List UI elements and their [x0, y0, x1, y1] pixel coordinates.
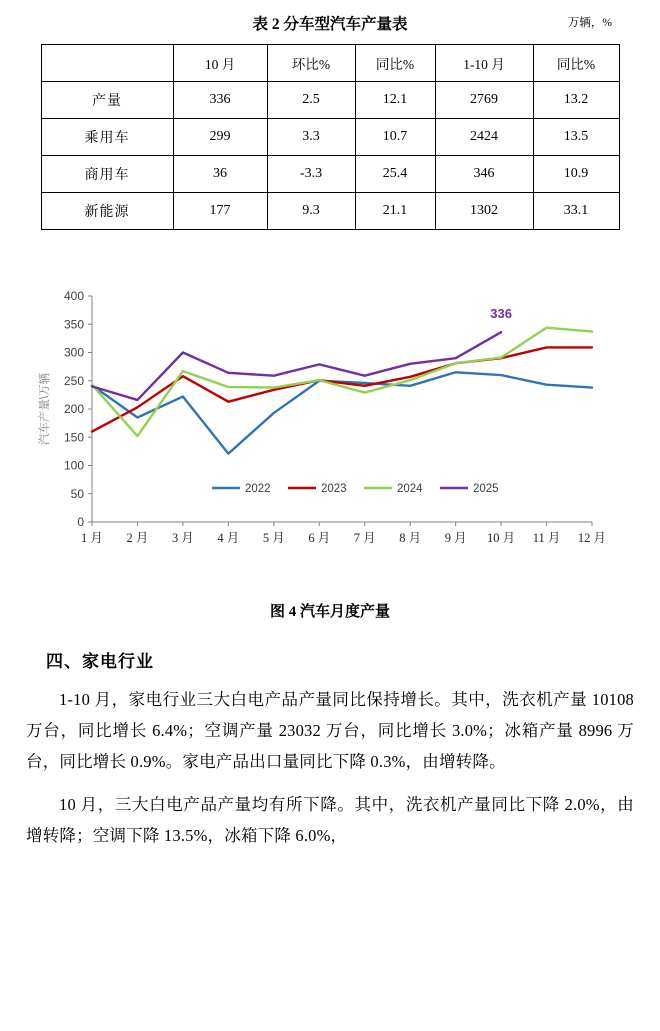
- table-cell: 9.3: [267, 193, 355, 230]
- x-tick-label: 7 月: [353, 531, 376, 545]
- chart-canvas: [0, 282, 660, 562]
- monthly-vehicle-output-chart: [0, 282, 660, 582]
- table-cell: 2424: [435, 119, 533, 156]
- x-tick-label: 6 月: [308, 531, 331, 545]
- legend-label-2022: 2022: [245, 483, 271, 495]
- data-label-annotation: 336: [490, 306, 512, 322]
- table-cell: 10.7: [355, 119, 435, 156]
- x-tick-label: 11 月: [532, 531, 561, 545]
- x-tick-label: 4 月: [217, 531, 240, 545]
- x-tick-label: 8 月: [399, 531, 422, 545]
- paragraph: 1-10 月，家电行业三大白电产品产量同比保持增长。其中，洗衣机产量 10108 万台，同比增长 6.4%；空调产量 23032 万台，同比增长 3.0%；冰箱产量 8996 万台，同比增长 0.9%。家电产品出口量同比下降 0.3%，由增转降。: [26, 690, 634, 771]
- y-tick-label: 0: [77, 515, 84, 529]
- x-tick-label: 10 月: [487, 531, 516, 545]
- table-cell: 10.9: [533, 156, 619, 193]
- table-cell: 1302: [435, 193, 533, 230]
- table-row: [41, 193, 619, 230]
- table-unit-label: 万辆，%: [567, 17, 612, 29]
- series-line-2025: [92, 332, 501, 400]
- x-tick-label: 2 月: [126, 531, 149, 545]
- section-title: 四、家电行业: [46, 652, 154, 671]
- x-tick-label: 9 月: [444, 531, 467, 545]
- table-header-cell: 10 月: [173, 45, 267, 82]
- table-row-label: 乘用车: [41, 119, 173, 156]
- y-tick-label: 150: [63, 430, 84, 445]
- table-cell: 2769: [435, 82, 533, 119]
- vehicle-output-table: [41, 44, 620, 230]
- table-cell: 12.1: [355, 82, 435, 119]
- y-tick-label: 300: [63, 345, 84, 360]
- y-tick-label: 100: [63, 458, 84, 473]
- table-row-label: 产量: [41, 82, 173, 119]
- table-cell: 25.4: [355, 156, 435, 193]
- table-header-cell: 同比%: [355, 45, 435, 82]
- table-cell: 299: [173, 119, 267, 156]
- paragraph: 10 月，三大白电产品产量均有所下降。其中，洗衣机产量同比下降 2.0%，由增转降；空调下降 13.5%，冰箱下降 6.0%，: [26, 795, 634, 845]
- x-tick-label: 3 月: [171, 531, 194, 545]
- y-tick-label: 250: [63, 373, 84, 388]
- x-tick-label: 5 月: [262, 531, 285, 545]
- table-cell: 33.1: [533, 193, 619, 230]
- y-tick-label: 200: [63, 402, 84, 416]
- table-cell: 21.1: [355, 193, 435, 230]
- table-cell: 3.3: [267, 119, 355, 156]
- series-line-2023: [92, 347, 592, 431]
- x-tick-label: 12 月: [577, 531, 607, 545]
- table-cell: 346: [435, 156, 533, 193]
- table-header-cell: [41, 45, 173, 82]
- table-header-row: [41, 45, 619, 82]
- y-axis-title: 汽车产量\万辆: [39, 372, 51, 446]
- table-cell: -3.3: [267, 156, 355, 193]
- table-caption: [0, 0, 660, 34]
- legend-label-2023: 2023: [321, 483, 347, 495]
- x-tick-label: 1 月: [81, 531, 103, 545]
- table-cell: 177: [173, 193, 267, 230]
- table-row-label: 新能源: [41, 193, 173, 230]
- table-header-cell: 环比%: [267, 45, 355, 82]
- table-row-label: 商用车: [41, 156, 173, 193]
- table-cell: 2.5: [267, 82, 355, 119]
- y-tick-label: 50: [70, 486, 84, 501]
- chart-caption: 图 4 汽车月度产量: [269, 604, 390, 620]
- table-cell: 36: [173, 156, 267, 193]
- table-row: [41, 82, 619, 119]
- table-cell: 336: [173, 82, 267, 119]
- series-line-2022: [92, 372, 592, 453]
- legend-label-2024: 2024: [397, 483, 423, 495]
- table-row: [41, 119, 619, 156]
- y-tick-label: 350: [63, 317, 84, 332]
- table-header-cell: 1-10 月: [435, 45, 533, 82]
- table-row: [41, 156, 619, 193]
- table-cell: 13.5: [533, 119, 619, 156]
- table-header-cell: 同比%: [533, 45, 619, 82]
- table-cell: 13.2: [533, 82, 619, 119]
- table-caption-text: 表 2 分车型汽车产量表: [252, 16, 408, 33]
- y-tick-label: 400: [63, 289, 84, 303]
- legend-label-2025: 2025: [473, 483, 499, 495]
